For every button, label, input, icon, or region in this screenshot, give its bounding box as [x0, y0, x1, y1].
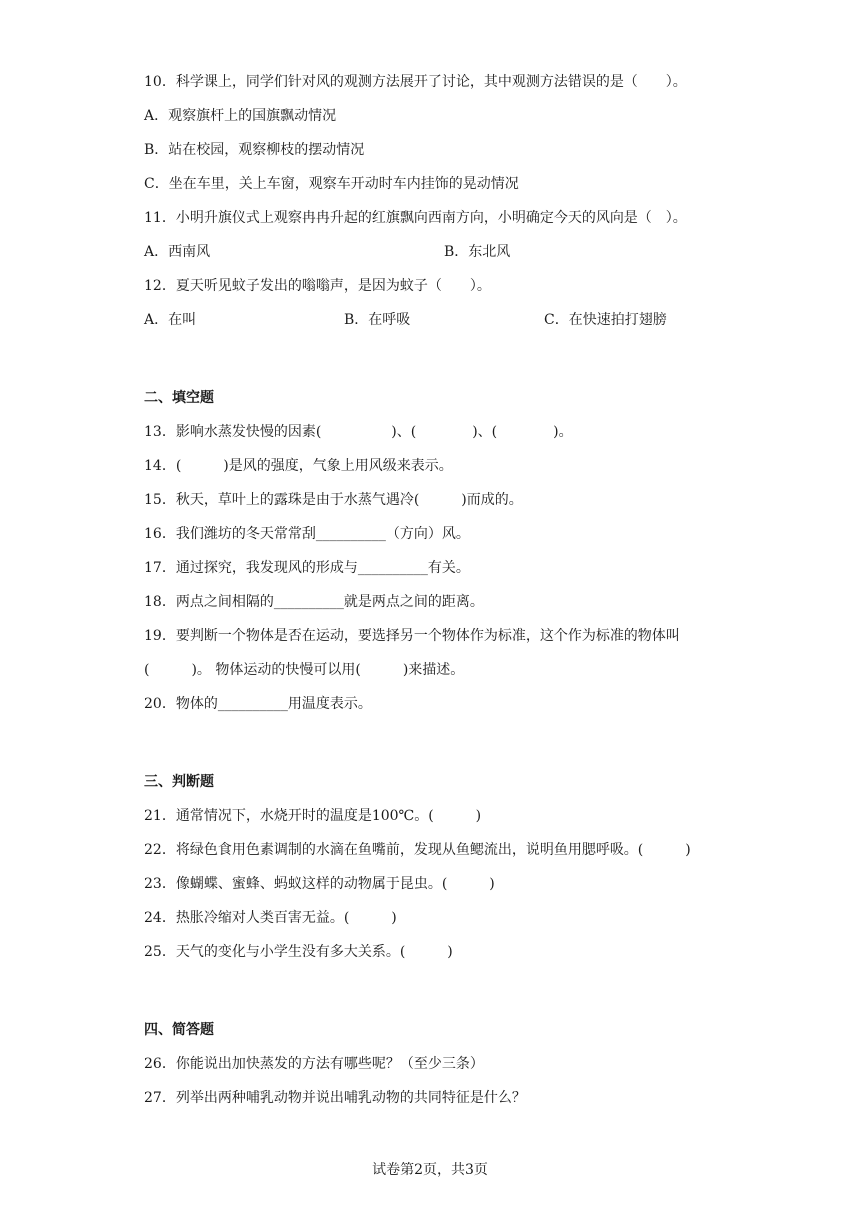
question-19-line-2: ( )。 物体运动的快慢可以用( )来描述。 — [144, 662, 465, 678]
question-13: 13．影响水蒸发快慢的因素( )、( )、( )。 — [144, 424, 573, 440]
question-20: 20．物体的__________用温度表示。 — [144, 696, 372, 712]
question-17: 17．通过探究，我发现风的形成与__________有关。 — [144, 560, 470, 576]
question-19-line-1: 19．要判断一个物体是否在运动，要选择另一个物体作为标准，这个作为标准的物体叫 — [144, 628, 680, 644]
question-15: 15．秋天，草叶上的露珠是由于水蒸气遇冷( )而成的。 — [144, 492, 523, 508]
question-12-stem: 12．夏天听见蚊子发出的嗡嗡声，是因为蚊子（ ）。 — [144, 278, 491, 294]
question-11-option-b: B．东北风 — [444, 244, 511, 260]
question-24: 24．热胀冷缩对人类百害无益。( ) — [144, 910, 397, 926]
question-21: 21．通常情况下，水烧开时的温度是100℃。( ) — [144, 808, 482, 824]
section-heading-fill-in: 二、填空题 — [144, 390, 214, 406]
question-12-option-c: C．在快速拍打翅膀 — [544, 312, 667, 328]
question-22: 22．将绿色食用色素调制的水滴在鱼嘴前，发现从鱼鳃流出，说明鱼用腮呼吸。( ) — [144, 842, 691, 858]
page-footer: 试卷第2页，共3页 — [372, 1162, 488, 1178]
question-26: 26．你能说出加快蒸发的方法有哪些呢？（至少三条） — [144, 1056, 484, 1072]
question-27: 27．列举出两种哺乳动物并说出哺乳动物的共同特征是什么？ — [144, 1090, 526, 1106]
question-16: 16．我们潍坊的冬天常常刮__________（方向）风。 — [144, 526, 470, 542]
question-12-option-a: A．在叫 — [144, 312, 197, 328]
section-heading-true-false: 三、判断题 — [144, 774, 214, 790]
question-23: 23．像蝴蝶、蜜蜂、蚂蚁这样的动物属于昆虫。( ) — [144, 876, 495, 892]
section-heading-short-answer: 四、简答题 — [144, 1022, 214, 1038]
question-18: 18．两点之间相隔的__________就是两点之间的距离。 — [144, 594, 484, 610]
question-10-option-b: B．站在校园，观察柳枝的摆动情况 — [144, 142, 365, 158]
question-14: 14．( )是风的强度，气象上用风级来表示。 — [144, 458, 453, 474]
question-11-option-a: A．西南风 — [144, 244, 211, 260]
question-12-option-b: B．在呼吸 — [344, 312, 411, 328]
question-11-stem: 11．小明升旗仪式上观察冉冉升起的红旗飘向西南方向，小明确定今天的风向是（ ）。 — [144, 210, 687, 226]
question-10-option-c: C．坐在车里，关上车窗，观察车开动时车内挂饰的晃动情况 — [144, 176, 519, 192]
question-25: 25．天气的变化与小学生没有多大关系。( ) — [144, 944, 453, 960]
question-10-option-a: A．观察旗杆上的国旗飘动情况 — [144, 108, 337, 124]
question-10-stem: 10．科学课上，同学们针对风的观测方法展开了讨论，其中观测方法错误的是（ ）。 — [144, 74, 687, 90]
